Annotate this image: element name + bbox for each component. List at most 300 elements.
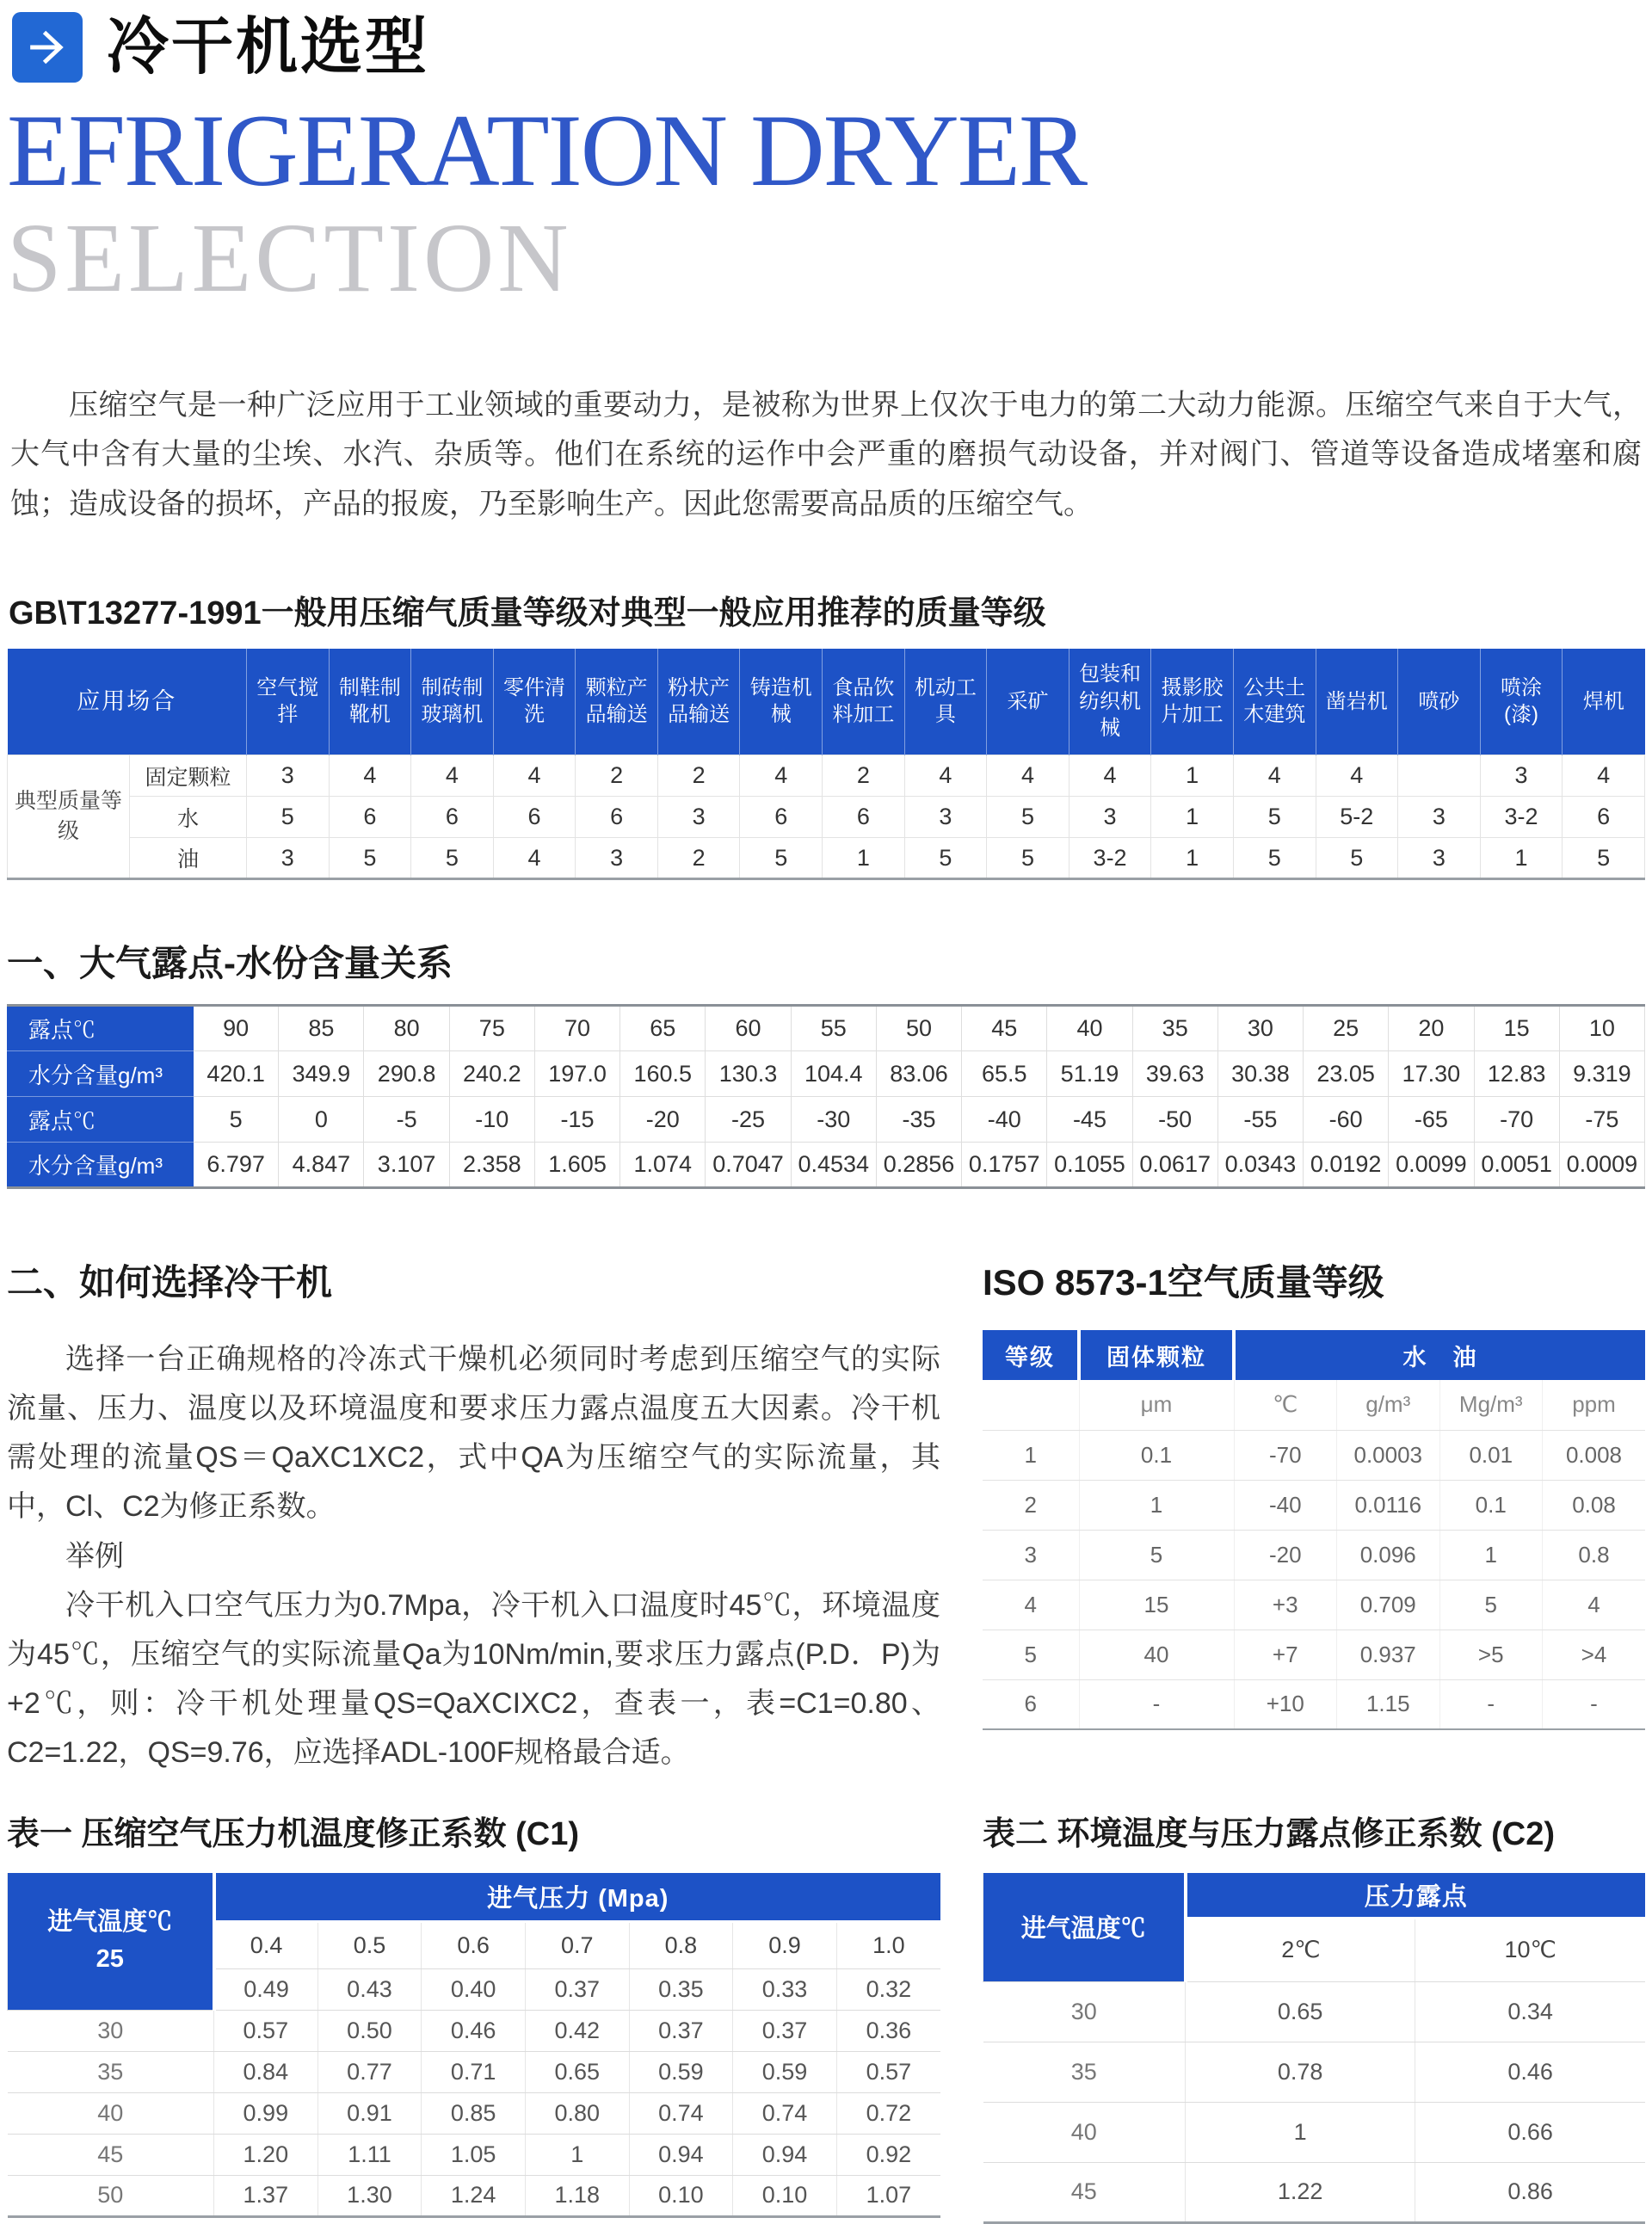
table-row (8, 1143, 1645, 1188)
iso-value-cell: 3 (983, 1530, 1079, 1580)
c1-value-cell: 1.18 (525, 2175, 629, 2216)
gb-corner-label: 应用场合 (8, 649, 247, 755)
dew-value-cell: 0.1757 (962, 1143, 1047, 1188)
gb-value-cell: 2 (576, 755, 658, 797)
table-row (983, 1330, 1645, 1380)
arrow-right-icon (12, 12, 83, 83)
dew-value-cell: 0 (279, 1097, 364, 1143)
c1-pressure-cell: 0.7 (525, 1921, 629, 1968)
table-row (8, 797, 1645, 838)
c2-value-cell: 0.66 (1415, 2102, 1645, 2162)
gb-column-header: 机动工具 (904, 649, 987, 755)
table-row (8, 649, 1645, 755)
iso-value-cell: 0.096 (1337, 1530, 1440, 1580)
iso-value-cell: +10 (1234, 1679, 1337, 1729)
dew-row-label: 露点℃ (8, 1097, 194, 1143)
c1-corner-cell (8, 1873, 214, 2010)
iso-value-cell: -70 (1234, 1430, 1337, 1480)
c2-column (983, 1807, 1645, 2224)
iso-value-cell: +3 (1234, 1580, 1337, 1629)
gb-value-cell (1398, 755, 1481, 797)
gb-value-cell: 5 (1233, 797, 1316, 838)
c2-value-cell: 0.46 (1415, 2042, 1645, 2102)
dew-value-cell: -75 (1559, 1097, 1644, 1143)
select-paragraph-2: 冷干机入口空气压力为0.7Mpa，冷干机入口温度时45℃，环境温度为45℃，压缩空气的实际流量Qa为10Nm/min,要求压力露点(P.D．P)为+2℃，则：冷干机处理量QS=QaXCIXC2，查表一，表=C1=0.80、C2=1.22，QS=9.76，应选择ADL-100F规格最合适。 (7, 1588, 940, 1769)
dew-value-cell: 104.4 (791, 1051, 876, 1097)
c2-temp-label: 30 (983, 1981, 1186, 2042)
table-row (8, 1097, 1645, 1143)
iso-value-cell: 0.1 (1439, 1480, 1543, 1530)
gb-value-cell: 5 (1316, 838, 1398, 879)
gb-column-header: 制砖制玻璃机 (411, 649, 494, 755)
c1-pressure-cell: 1.0 (836, 1921, 940, 1968)
dew-value-cell: -65 (1389, 1097, 1474, 1143)
table-row (983, 1380, 1645, 1430)
c1-value-cell: 0.74 (629, 2092, 733, 2134)
dew-value-cell: 70 (534, 1006, 620, 1051)
iso-header-water-oil: 水 油 (1234, 1330, 1645, 1380)
gb-column-header: 采矿 (987, 649, 1069, 755)
dew-value-cell: 0.0192 (1304, 1143, 1389, 1188)
iso-value-cell: 0.008 (1543, 1430, 1646, 1480)
dew-point-table (7, 1004, 1645, 1189)
dew-value-cell: -60 (1304, 1097, 1389, 1143)
dew-value-cell: 1.074 (620, 1143, 706, 1188)
c1-pressure-cell: 0.5 (317, 1921, 422, 1968)
c1-value-cell: 0.94 (733, 2134, 837, 2175)
dew-value-cell: 0.0617 (1132, 1143, 1217, 1188)
dew-row-label: 露点℃ (8, 1006, 194, 1051)
table-row (983, 1530, 1645, 1580)
c2-value-cell: 0.78 (1186, 2042, 1415, 2102)
dew-value-cell: 40 (1047, 1006, 1132, 1051)
gb-value-cell: 4 (329, 755, 411, 797)
c1-value-cell: 0.80 (525, 2092, 629, 2134)
gb-value-cell: 6 (329, 797, 411, 838)
dew-value-cell: 160.5 (620, 1051, 706, 1097)
gb-value-cell: 4 (411, 755, 494, 797)
dew-value-cell: 50 (876, 1006, 961, 1051)
page-header (12, 12, 1645, 83)
gb-value-cell: 4 (493, 755, 576, 797)
c1-value-cell: 0.94 (629, 2134, 733, 2175)
c1-value-cell: 0.57 (214, 2010, 318, 2051)
c1-temp-label: 50 (8, 2175, 214, 2216)
c1-value-cell: 0.37 (733, 2010, 837, 2051)
gb-value-cell: 5 (329, 838, 411, 879)
gb-value-cell: 2 (657, 838, 740, 879)
c1-value-cell: 0.71 (422, 2051, 526, 2092)
dew-value-cell: 17.30 (1389, 1051, 1474, 1097)
dew-value-cell: -10 (449, 1097, 534, 1143)
c1-value-cell: 0.42 (525, 2010, 629, 2051)
c1-temp-label: 35 (8, 2051, 214, 2092)
iso-unit-cell: ℃ (1234, 1380, 1337, 1430)
c1-pressure-cell: 0.9 (733, 1921, 837, 1968)
dew-value-cell: 25 (1304, 1006, 1389, 1051)
dew-value-cell: 85 (279, 1006, 364, 1051)
c2-temp-label: 45 (983, 2162, 1186, 2222)
iso-value-cell: >5 (1439, 1629, 1543, 1679)
dew-value-cell: 0.4534 (791, 1143, 876, 1188)
c1-pressure-cell: 0.8 (629, 1921, 733, 1968)
iso-unit-cell: μm (1079, 1380, 1234, 1430)
gb-column-header: 焊机 (1563, 649, 1645, 755)
iso-value-cell: 40 (1079, 1629, 1234, 1679)
gb-value-cell: 5 (987, 838, 1069, 879)
c1-value-cell: 0.37 (525, 1968, 629, 2010)
table-row (8, 2092, 941, 2134)
dew-value-cell: 51.19 (1047, 1051, 1132, 1097)
dew-value-cell: -15 (534, 1097, 620, 1143)
c1-value-cell: 0.10 (629, 2175, 733, 2216)
c2-dewpoint-header: 压力露点 (1186, 1873, 1646, 1918)
table-row (983, 1430, 1645, 1480)
select-paragraph-1: 选择一台正确规格的冷冻式干燥机必须同时考虑到压缩空气的实际流量、压力、温度以及环境温度和要求压力露点温度五大因素。冷干机需处理的流量QS＝QaXC1XC2，式中QA为压缩空气的实际流量，其中，Cl、C2为修正系数。 (7, 1343, 940, 1524)
c2-temp-label: 35 (983, 2042, 1186, 2102)
gb-column-header: 铸造机械 (740, 649, 823, 755)
c2-value-cell: 1 (1186, 2102, 1415, 2162)
gb-value-cell: 3 (1480, 755, 1563, 797)
dew-value-cell: 3.107 (364, 1143, 449, 1188)
c1-value-cell: 0.35 (629, 1968, 733, 2010)
gb-value-cell: 6 (493, 797, 576, 838)
dew-value-cell: 130.3 (706, 1051, 791, 1097)
gb-row-group-label: 典型质量等级 (8, 755, 130, 879)
dew-value-cell: 4.847 (279, 1143, 364, 1188)
table-row (983, 2042, 1646, 2102)
gb-value-cell: 1 (1151, 755, 1234, 797)
gb-value-cell: 4 (1233, 755, 1316, 797)
dew-value-cell: 60 (706, 1006, 791, 1051)
c1-value-cell: 1 (525, 2134, 629, 2175)
gb-value-cell: 5 (247, 797, 330, 838)
c1-value-cell: 0.43 (317, 1968, 422, 2010)
c1-pressure-header: 进气压力 (Mpa) (214, 1873, 941, 1921)
iso-value-cell: 6 (983, 1679, 1079, 1729)
dew-value-cell: 30 (1217, 1006, 1303, 1051)
gb-column-header: 摄影胶片加工 (1151, 649, 1234, 755)
c1-pressure-cell: 0.4 (214, 1921, 318, 1968)
gb-column-header: 喷涂(漆) (1480, 649, 1563, 755)
table-row (8, 1873, 941, 1921)
dew-value-cell: 0.0051 (1474, 1143, 1559, 1188)
iso-value-cell: 0.0003 (1337, 1430, 1440, 1480)
gb-value-cell: 1 (1151, 838, 1234, 879)
gb-value-cell: 5 (1233, 838, 1316, 879)
gb-value-cell: 1 (1480, 838, 1563, 879)
iso-value-cell: 4 (983, 1580, 1079, 1629)
c1-column (7, 1807, 940, 2224)
c1-value-cell: 0.85 (422, 2092, 526, 2134)
dew-row-label: 水分含量g/m³ (8, 1143, 194, 1188)
c2-value-cell: 0.34 (1415, 1981, 1645, 2042)
c1-value-cell: 0.36 (836, 2010, 940, 2051)
iso-value-cell: 1 (983, 1430, 1079, 1480)
gb-column-header: 粉状产品输送 (657, 649, 740, 755)
intro-paragraph: 压缩空气是一种广泛应用于工业领域的重要动力，是被称为世界上仅次于电力的第二大动力能源。压缩空气来自于大气，大气中含有大量的尘埃、水汽、杂质等。他们在系统的运作中会严重的磨损气动设备，并对阀门、管道等设备造成堵塞和腐蚀；造成设备的损坏，产品的报废，乃至影响生产。因此您需要高品质的压缩空气。 (10, 389, 1642, 521)
table-row (983, 1480, 1645, 1530)
c1-value-cell: 0.84 (214, 2051, 318, 2092)
gb-value-cell: 5 (987, 797, 1069, 838)
iso-value-cell: 0.1 (1079, 1430, 1234, 1480)
c1-value-cell: 0.40 (422, 1968, 526, 2010)
c2-correction-table (983, 1873, 1645, 2224)
iso-value-cell: 2 (983, 1480, 1079, 1530)
table-row (8, 838, 1645, 879)
iso-value-cell: 0.8 (1543, 1530, 1646, 1580)
c1-table-title: 表一 压缩空气压力机温度修正系数 (C1) (7, 1816, 580, 1853)
gb-row-label: 固定颗粒 (130, 755, 247, 797)
iso-value-cell: 1 (1079, 1480, 1234, 1530)
gb-column-header: 空气搅拌 (247, 649, 330, 755)
dew-value-cell: 55 (791, 1006, 876, 1051)
table-row (8, 2134, 941, 2175)
dew-value-cell: 9.319 (1559, 1051, 1644, 1097)
table-row (8, 1051, 1645, 1097)
gb-value-cell: 6 (576, 797, 658, 838)
table-row (983, 2162, 1646, 2222)
dew-value-cell: 240.2 (449, 1051, 534, 1097)
dew-value-cell: -5 (364, 1097, 449, 1143)
iso-value-cell: 15 (1079, 1580, 1234, 1629)
iso-column (983, 1254, 1645, 1777)
dew-value-cell: -20 (620, 1097, 706, 1143)
dew-value-cell: 35 (1132, 1006, 1217, 1051)
c1-value-cell: 0.50 (317, 2010, 422, 2051)
gb-value-cell: 3-2 (1480, 797, 1563, 838)
page-title-cn: 冷干机选型 (107, 13, 430, 82)
dew-value-cell: -35 (876, 1097, 961, 1143)
bottom-two-columns (7, 1807, 1645, 2224)
gb-value-cell: 4 (987, 755, 1069, 797)
gb-value-cell: 3 (1069, 797, 1151, 838)
c2-value-cell: 0.65 (1186, 1981, 1415, 2042)
iso-value-cell: -40 (1234, 1480, 1337, 1530)
iso-value-cell: 0.937 (1337, 1629, 1440, 1679)
c1-value-cell: 0.77 (317, 2051, 422, 2092)
dew-value-cell: 420.1 (194, 1051, 279, 1097)
dew-value-cell: 83.06 (876, 1051, 961, 1097)
gb-value-cell: 6 (1563, 797, 1645, 838)
gb-value-cell: 6 (411, 797, 494, 838)
c1-value-cell: 1.37 (214, 2175, 318, 2216)
gb-column-header: 颗粒产品输送 (576, 649, 658, 755)
dew-value-cell: 0.0099 (1389, 1143, 1474, 1188)
gb-value-cell: 3 (904, 797, 987, 838)
gb-column-header: 食品饮料加工 (823, 649, 905, 755)
c1-value-cell: 0.99 (214, 2092, 318, 2134)
c1-value-cell: 0.32 (836, 1968, 940, 2010)
iso-unit-cell (983, 1380, 1079, 1430)
gb-value-cell: 3 (1398, 838, 1481, 879)
c1-value-cell: 0.37 (629, 2010, 733, 2051)
c1-temp-label: 30 (8, 2010, 214, 2051)
c1-value-cell: 1.20 (214, 2134, 318, 2175)
dew-row-label: 水分含量g/m³ (8, 1051, 194, 1097)
c2-dewpoint-cell: 2℃ (1186, 1918, 1415, 1981)
gb-column-header: 包装和纺织机械 (1069, 649, 1151, 755)
gb-column-header: 公共土木建筑 (1233, 649, 1316, 755)
table-row (983, 2102, 1646, 2162)
iso-header-solid: 固体颗粒 (1079, 1330, 1234, 1380)
iso-value-cell: 1.15 (1337, 1679, 1440, 1729)
c2-corner-cell: 进气温度℃ (983, 1873, 1186, 1981)
dew-section-title: 一、大气露点-水份含量关系 (7, 943, 453, 984)
c1-value-cell: 1.30 (317, 2175, 422, 2216)
gb-value-cell: 5 (904, 838, 987, 879)
iso-value-cell: 5 (1439, 1580, 1543, 1629)
gb-value-cell: 3 (576, 838, 658, 879)
table-row (983, 1981, 1646, 2042)
c1-value-cell: 0.91 (317, 2092, 422, 2134)
gb-column-header: 制鞋制靴机 (329, 649, 411, 755)
c1-pressure-cell: 0.6 (422, 1921, 526, 1968)
iso-value-cell: 1 (1439, 1530, 1543, 1580)
page-title-en: EFRIGERATION DRYER (7, 93, 1087, 207)
gb-value-cell: 5 (1563, 838, 1645, 879)
gb-value-cell: 3-2 (1069, 838, 1151, 879)
dew-value-cell: -30 (791, 1097, 876, 1143)
dew-value-cell: 290.8 (364, 1051, 449, 1097)
dew-value-cell: 10 (1559, 1006, 1644, 1051)
iso-header-grade: 等级 (983, 1330, 1079, 1380)
dew-value-cell: 1.605 (534, 1143, 620, 1188)
c1-value-cell: 0.59 (629, 2051, 733, 2092)
c1-correction-table (7, 1873, 940, 2218)
gb-value-cell: 3 (1398, 797, 1481, 838)
gb-value-cell: 1 (1151, 797, 1234, 838)
dew-value-cell: 349.9 (279, 1051, 364, 1097)
c1-value-cell: 0.57 (836, 2051, 940, 2092)
gb-value-cell: 4 (740, 755, 823, 797)
c1-value-cell: 0.72 (836, 2092, 940, 2134)
c1-value-cell: 0.92 (836, 2134, 940, 2175)
gb-value-cell: 5 (740, 838, 823, 879)
c1-value-cell: 1.05 (422, 2134, 526, 2175)
gb-table-title: GB\T13277-1991一般用压缩气质量等级对典型一般应用推荐的质量等级 (9, 595, 1046, 631)
dew-value-cell: 197.0 (534, 1051, 620, 1097)
c1-value-cell: 1.24 (422, 2175, 526, 2216)
c1-value-cell: 0.65 (525, 2051, 629, 2092)
c1-value-cell: 1.11 (317, 2134, 422, 2175)
c1-value-cell: 0.59 (733, 2051, 837, 2092)
c1-value-cell: 0.49 (214, 1968, 318, 2010)
iso-value-cell: - (1543, 1679, 1646, 1729)
table-row (8, 755, 1645, 797)
iso-value-cell: - (1079, 1679, 1234, 1729)
c1-value-cell: 0.10 (733, 2175, 837, 2216)
dew-value-cell: -45 (1047, 1097, 1132, 1143)
dew-value-cell: 75 (449, 1006, 534, 1051)
iso-unit-cell: ppm (1543, 1380, 1646, 1430)
iso-value-cell: >4 (1543, 1629, 1646, 1679)
dew-value-cell: 65.5 (962, 1051, 1047, 1097)
gb-value-cell: 4 (1069, 755, 1151, 797)
c2-dewpoint-cell: 10℃ (1415, 1918, 1645, 1981)
iso-value-cell: - (1439, 1679, 1543, 1729)
c2-value-cell: 0.86 (1415, 2162, 1645, 2222)
table-row (8, 2051, 941, 2092)
gb-value-cell: 5 (411, 838, 494, 879)
iso-value-cell: 0.08 (1543, 1480, 1646, 1530)
dew-value-cell: 30.38 (1217, 1051, 1303, 1097)
dew-value-cell: -25 (706, 1097, 791, 1143)
how-to-select-column (7, 1254, 940, 1777)
c1-corner-line2: 25 (96, 1945, 124, 1974)
iso-value-cell: +7 (1234, 1629, 1337, 1679)
dew-value-cell: 90 (194, 1006, 279, 1051)
table-row (983, 1629, 1645, 1679)
dew-value-cell: -40 (962, 1097, 1047, 1143)
c2-table-title: 表二 环境温度与压力露点修正系数 (C2) (983, 1816, 1556, 1853)
gb-quality-grade-table (7, 649, 1645, 881)
dew-value-cell: 80 (364, 1006, 449, 1051)
iso-air-quality-table (983, 1330, 1645, 1730)
gb-value-cell: 3 (657, 797, 740, 838)
gb-value-cell: 4 (1563, 755, 1645, 797)
c1-temp-label: 45 (8, 2134, 214, 2175)
dew-value-cell: 23.05 (1304, 1051, 1389, 1097)
iso-unit-cell: Mg/m³ (1439, 1380, 1543, 1430)
page-subtitle-en: SELECTION (7, 202, 572, 312)
iso-value-cell: 5 (1079, 1530, 1234, 1580)
gb-row-label: 水 (130, 797, 247, 838)
gb-column-header: 喷砂 (1398, 649, 1481, 755)
gb-row-label: 油 (130, 838, 247, 879)
dew-value-cell: 0.0009 (1559, 1143, 1644, 1188)
table-row (8, 2175, 941, 2216)
c1-temp-label: 40 (8, 2092, 214, 2134)
gb-value-cell: 2 (823, 755, 905, 797)
c2-temp-label: 40 (983, 2102, 1186, 2162)
dew-value-cell: 0.1055 (1047, 1143, 1132, 1188)
c1-value-cell: 0.74 (733, 2092, 837, 2134)
dew-value-cell: 20 (1389, 1006, 1474, 1051)
dew-value-cell: -50 (1132, 1097, 1217, 1143)
dew-value-cell: 0.0343 (1217, 1143, 1303, 1188)
c1-value-cell: 1.07 (836, 2175, 940, 2216)
gb-value-cell: 2 (657, 755, 740, 797)
iso-value-cell: -20 (1234, 1530, 1337, 1580)
iso-value-cell: 5 (983, 1629, 1079, 1679)
dew-value-cell: 45 (962, 1006, 1047, 1051)
gb-value-cell: 4 (904, 755, 987, 797)
gb-value-cell: 1 (823, 838, 905, 879)
gb-value-cell: 4 (1316, 755, 1398, 797)
iso-table-title: ISO 8573-1空气质量等级 (983, 1262, 1384, 1303)
dew-value-cell: 0.2856 (876, 1143, 961, 1188)
gb-column-header: 凿岩机 (1316, 649, 1398, 755)
table-row (983, 1679, 1645, 1729)
table-row (983, 1873, 1646, 1918)
table-row (983, 1580, 1645, 1629)
gb-value-cell: 3 (247, 838, 330, 879)
dew-value-cell: 6.797 (194, 1143, 279, 1188)
iso-value-cell: 0.709 (1337, 1580, 1440, 1629)
gb-value-cell: 4 (493, 838, 576, 879)
c1-value-cell: 0.33 (733, 1968, 837, 2010)
table-row (8, 2010, 941, 2051)
gb-value-cell: 5-2 (1316, 797, 1398, 838)
c1-value-cell: 0.46 (422, 2010, 526, 2051)
dew-value-cell: 2.358 (449, 1143, 534, 1188)
dew-value-cell: 5 (194, 1097, 279, 1143)
iso-value-cell: 0.01 (1439, 1430, 1543, 1480)
table-row (8, 1006, 1645, 1051)
gb-value-cell: 6 (740, 797, 823, 838)
select-paragraph-example-label: 举例 (65, 1539, 124, 1573)
